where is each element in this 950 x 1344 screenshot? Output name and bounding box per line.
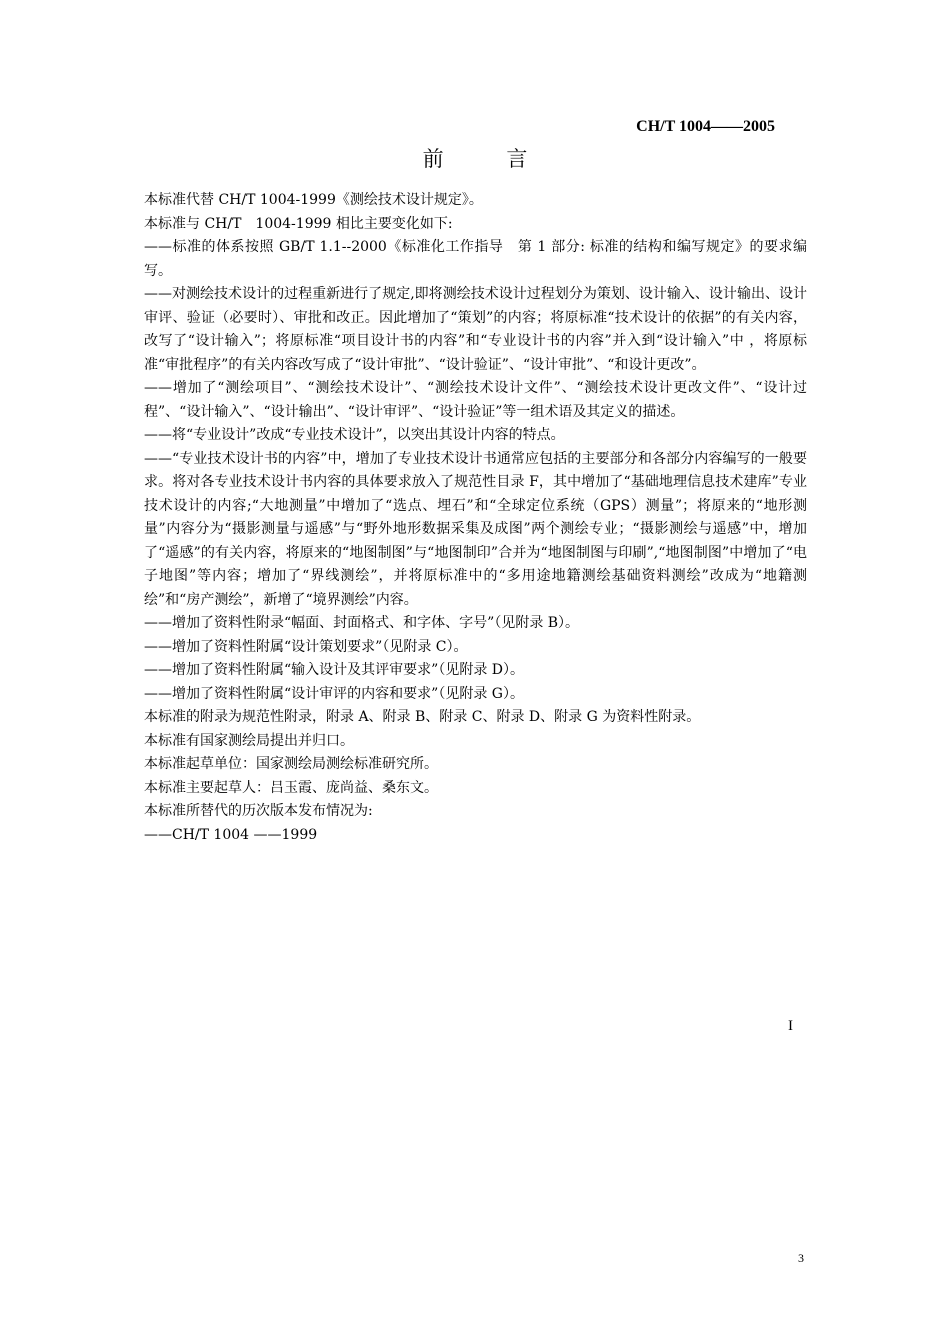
paragraph-drafting-unit: 本标准起草单位：国家测绘局测绘标准研究所。 (144, 756, 438, 772)
paragraph-proposer: 本标准有国家测绘局提出并归口。 (144, 732, 354, 749)
paragraph-change-process: ——对测绘技术设计的过程重新进行了规定,即将测绘技术设计过程划分为策划、设计输入、设计输出、设计审评、验证（必要时）、审批和改正。因此增加了“策划”的内容；将原标准“技术设计的依据”的有关内容，改写了“设计输入”；将原标准“项目设计书的内容”和“专业设计书的内容”并入到“设计输入”中 ，将原标准“审批程序”的有关内容改写成了“设计审批”、“设计验证”、“设计审批”、“和设计更改”。 (144, 286, 807, 373)
paragraph-history-item: ——CH/T 1004 ——1999 (144, 826, 318, 843)
paragraph-change-rename: ——将“专业设计”改成“专业技术设计”，以突出其设计内容的特点。 (144, 427, 565, 443)
paragraph-annex-g: ——增加了资料性附属“设计审评的内容和要求”（见附录 G）。 (144, 685, 524, 702)
paragraph-annex-b: ——增加了资料性附录“幅面、封面格式、和字体、字号”（见附录 B）。 (144, 615, 580, 631)
paragraph-change-content: ——“专业技术设计书的内容”中，增加了专业技术设计书通常应包括的主要部分和各部分内容编写的一般要求。将对各专业技术设计书内容的具体要求放入了规范性目录 F，其中增加了“基础地理信息技术建库”专业技术设计的内容;“大地测量”中增加了“选点、埋石”和“全球定位系统（GPS）测量”；将原来的“地形测量”内容分为“摄影测量与遥感”与“野外地形数据采集及成图”两个测绘专业；“摄影测绘与遥感”中，增加了“遥感”的有关内容，将原来的“地图制图”与“地图制印”合并为“地图制图与印刷”,“地图制图”中增加了“电子地图”等内容；增加了“界线测绘”，并将原标准中的“多用途地籍测绘基础资料测绘”改成为“地籍测绘”和“房产测绘”，新增了“境界测绘”内容。 (144, 450, 807, 608)
paragraph-drafters: 本标准主要起草人：吕玉霞、庞尚益、桑东文。 (144, 779, 438, 796)
paragraph-annex-c: ——增加了资料性附属“设计策划要求”（见附录 C）。 (144, 638, 468, 655)
paragraph-change-structure: ——标准的体系按照 GB/T 1.1--2000《标准化工作指导 第 1 部分: 标准的结构和编写规定》的要求编写。 (144, 239, 807, 279)
paragraph-annex-types: 本标准的附录为规范性附录，附录 A、附录 B、附录 C、附录 D、附录 G 为资料性附录。 (144, 709, 701, 725)
paragraph-annex-d: ——增加了资料性附属“输入设计及其评审要求”（见附录 D）。 (144, 662, 524, 678)
page-number: 3 (798, 1251, 804, 1265)
paragraph-changes-intro: 本标准与 CH/T 1004-1999 相比主要变化如下: (144, 215, 453, 232)
standard-code: CH/T 1004——2005 (636, 118, 775, 135)
paragraph-change-terms: ——增加了“测绘项目”、“测绘技术设计”、“测绘技术设计文件”、“测绘技术设计更改文件”、“设计过程”、“设计输入”、“设计输出”、“设计审评”、“设计验证”等一组术语及其定义的描述。 (144, 380, 807, 420)
page-title: 前 言 (422, 147, 556, 171)
paragraph-history-intro: 本标准所替代的历次版本发布情况为: (144, 803, 373, 819)
roman-page-number: I (788, 1018, 793, 1034)
paragraph-replaces: 本标准代替 CH/T 1004-1999《测绘技术设计规定》。 (144, 192, 483, 208)
preface-body (144, 189, 807, 847)
